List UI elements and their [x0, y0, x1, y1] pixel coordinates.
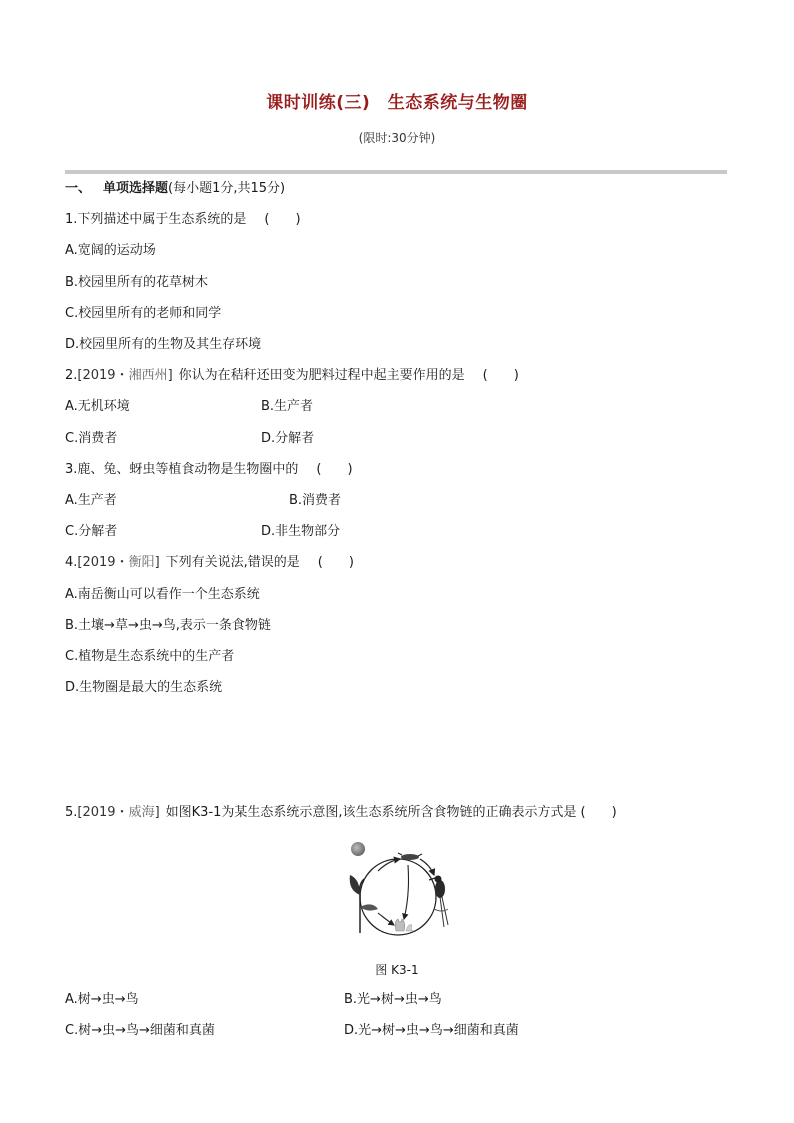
question-2-option-b: B.生产者	[261, 399, 314, 414]
question-text: 鹿、兔、蚜虫等植食动物是生物圈中的	[77, 462, 299, 477]
question-number: 1.	[65, 212, 78, 227]
question-4-option-d: D.生物圈是最大的生态系统	[65, 680, 223, 695]
source-tag	[77, 805, 159, 820]
source-tag-close: ]	[154, 555, 160, 570]
question-1-option-d: D.校园里所有的生物及其生存环境	[65, 337, 262, 352]
section-note: (每小题1分,共15分)	[168, 181, 286, 196]
question-5-option-a: A.树→虫→鸟	[65, 992, 139, 1007]
question-1-stem	[65, 212, 301, 228]
arrow-insect-to-fungi	[404, 865, 409, 919]
answer-blank: ( )	[317, 555, 354, 570]
answer-blank: ( )	[482, 368, 519, 383]
fungi-bacteria-icon	[395, 919, 414, 931]
question-3-option-b: B.消费者	[289, 493, 342, 508]
question-5-option-b: B.光→树→虫→鸟	[344, 992, 442, 1007]
question-number: 2.	[65, 368, 78, 383]
section-title: 单项选择题	[103, 181, 169, 196]
source-tag	[77, 555, 159, 570]
bird-icon	[429, 876, 448, 928]
source-tag-year: [2019・	[77, 805, 129, 820]
arrow-tree-to-insect	[378, 859, 400, 871]
arrow-tree-to-fungi	[378, 913, 394, 925]
question-4-stem	[65, 555, 354, 571]
question-number: 3.	[65, 462, 78, 477]
header-divider	[65, 170, 727, 174]
source-tag-place: 湘西州	[128, 368, 168, 383]
answer-blank: ( )	[580, 805, 617, 820]
figure-caption: 图 K3-1	[375, 963, 419, 977]
question-2-stem	[65, 368, 519, 384]
answer-blank: ( )	[316, 462, 353, 477]
question-number: 4.	[65, 555, 78, 570]
question-2-option-d: D.分解者	[261, 431, 315, 446]
question-5-option-c: C.树→虫→鸟→细菌和真菌	[65, 1023, 215, 1038]
source-tag-year: [2019・	[77, 368, 129, 383]
question-3-option-a: A.生产者	[65, 493, 117, 508]
question-text: 下列描述中属于生态系统的是	[77, 212, 247, 227]
page-title: 课时训练(三) 生态系统与生物圈	[266, 93, 528, 113]
answer-blank: ( )	[264, 212, 301, 227]
ecosystem-diagram	[338, 835, 458, 945]
tree-branch-icon	[350, 875, 378, 933]
question-1-option-b: B.校园里所有的花草树木	[65, 275, 209, 290]
source-tag-close: ]	[154, 805, 160, 820]
question-text: 如图K3-1为某生态系统示意图,该生态系统所含食物链的正确表示方式是	[165, 805, 577, 820]
question-4-option-b: B.土壤→草→虫→鸟,表示一条食物链	[65, 618, 271, 633]
source-tag-year: [2019・	[77, 555, 129, 570]
source-tag-place: 衡阳	[128, 555, 155, 570]
source-tag-close: ]	[167, 368, 173, 383]
question-2-option-a: A.无机环境	[65, 399, 130, 414]
question-number: 5.	[65, 805, 78, 820]
section-number: 一、	[65, 181, 92, 196]
sun-icon	[351, 842, 365, 856]
question-1-option-c: C.校园里所有的老师和同学	[65, 306, 222, 321]
source-tag-place: 威海	[128, 805, 155, 820]
question-text: 你认为在秸秆还田变为肥料过程中起主要作用的是	[178, 368, 465, 383]
question-4-option-c: C.植物是生态系统中的生产者	[65, 649, 235, 664]
question-3-option-d: D.非生物部分	[261, 524, 341, 539]
question-4-option-a: A.南岳衡山可以看作一个生态系统	[65, 587, 260, 602]
question-5-option-d: D.光→树→虫→鸟→细菌和真菌	[344, 1023, 519, 1038]
question-3-stem	[65, 462, 353, 478]
question-3-option-c: C.分解者	[65, 524, 118, 539]
source-tag	[77, 368, 172, 383]
question-text: 下列有关说法,错误的是	[165, 555, 300, 570]
question-5-stem	[65, 805, 617, 821]
time-limit: (限时:30分钟)	[358, 131, 436, 145]
question-2-option-c: C.消费者	[65, 431, 118, 446]
question-1-option-a: A.宽阔的运动场	[65, 243, 156, 258]
section-heading	[65, 181, 285, 197]
